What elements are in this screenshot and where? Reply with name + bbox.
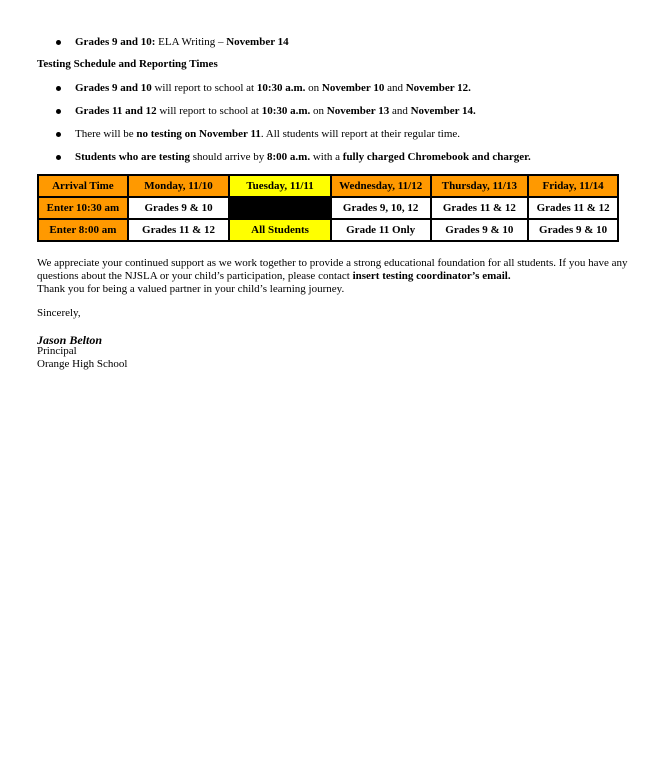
table-header-cell: Friday, 11/14 — [528, 175, 618, 197]
table-cell: Grades 9 & 10 — [528, 219, 618, 241]
bullet-icon — [56, 40, 61, 45]
signoff: Sincerely, — [37, 307, 81, 319]
table-cell: Grade 11 Only — [331, 219, 431, 241]
table-row — [38, 219, 618, 241]
table-row — [38, 197, 618, 219]
table-cell: Enter 10:30 am — [38, 197, 128, 219]
bullet-icon — [56, 155, 61, 160]
signature-school: Orange High School — [37, 358, 128, 370]
table-header-cell: Arrival Time — [38, 175, 128, 197]
table-cell: Grades 11 & 12 — [528, 197, 618, 219]
table-header-cell: Tuesday, 11/11 — [229, 175, 330, 197]
bullet-icon — [56, 109, 61, 114]
bullet-icon — [56, 132, 61, 137]
bullet-icon — [56, 86, 61, 91]
table-cell: Grades 9 & 10 — [128, 197, 230, 219]
table-cell: Grades 11 & 12 — [431, 197, 529, 219]
table-cell: All Students — [229, 219, 330, 241]
table-header-cell: Wednesday, 11/12 — [331, 175, 431, 197]
table-cell: Grades 9 & 10 — [431, 219, 529, 241]
table-header-cell: Thursday, 11/13 — [431, 175, 529, 197]
table-cell: Enter 8:00 am — [38, 219, 128, 241]
table-cell: Grades 9, 10, 12 — [331, 197, 431, 219]
closing-paragraph: We appreciate your continued support as we work together to provide a strong educational foundation for all students. If you have any questions about the NJSLA or your child’s participation, please contact insert testing coordinator’s email. Thank you for being a valued partner in your child’s learning journey. — [37, 257, 628, 295]
testing-schedule-table — [37, 174, 619, 242]
letter-page: Grades 9 and 10: ELA Writing – November 14 Testing Schedule and Reporting Times Grades 9 and 10 will report to school at 10:30 a.m. on November 10 and November 12. Grades 11 and 12 will report to school at 10:30 a.m. on November 13 and November 14. There will be no testing on November 11. All students will report at their regular time. Students who are testing should arrive by 8:00 a.m. with a fully charged Chromebook and charger. Arrival Time Monday, 11/10 Tuesday, 11/11 Wednesday, 11/12 Thursday, 11/13 Friday, 11/14 Enter 10:30 am Grades 9 & 10 Grades 9, 10, 12 Grades 11 & 12 Grades 11 & 12 Enter 8:00 am Grades 11 & 12 All Students Grade 11 Only Grades 9 & 10 Grades 9 & 10 We appreciate your continued support as we work together to provide a strong educational foundation for all students. If you have any questions about the NJSLA or your child’s participation, please contact insert testing coordinator’s email. Thank you for being a valued partner in your child’s learning journey. Sincerely, Jason Belton Principal Orange High School — [37, 36, 628, 370]
table-cell: Grades 11 & 12 — [128, 219, 230, 241]
table-header-cell: Monday, 11/10 — [128, 175, 230, 197]
signature-title: Principal — [37, 345, 77, 357]
section-heading: Testing Schedule and Reporting Times — [37, 58, 218, 70]
table-header-row — [38, 175, 618, 197]
table-cell-blocked — [229, 197, 330, 219]
signature-name: Jason Belton — [37, 333, 103, 347]
